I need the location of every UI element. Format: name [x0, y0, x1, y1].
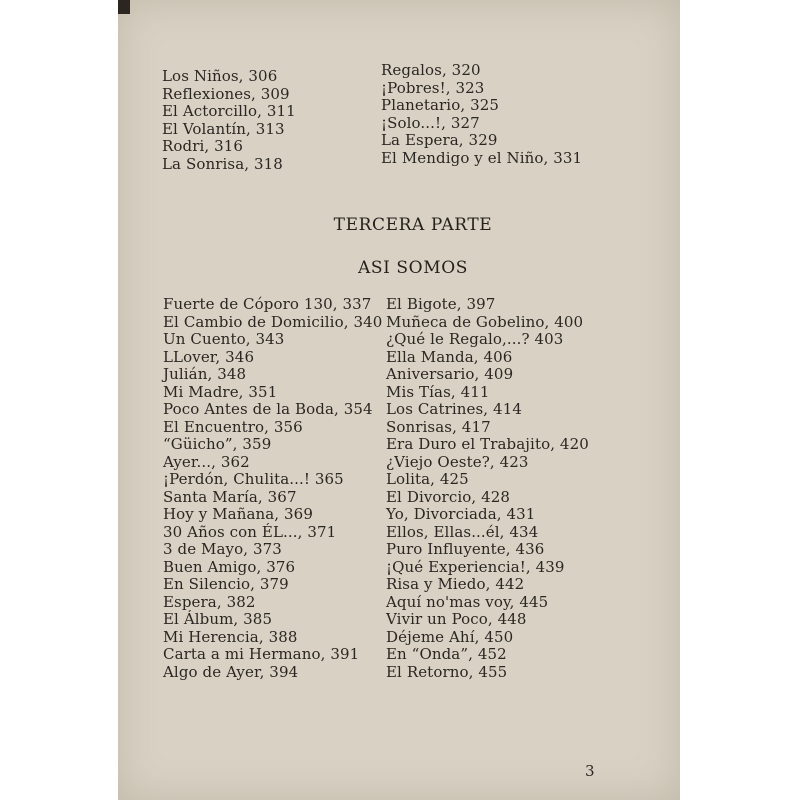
- toc-entry: Risa y Miedo, 442: [386, 575, 525, 593]
- page-edge-shadow: [118, 0, 130, 14]
- toc-entry: 30 Años con ÉL..., 371: [163, 522, 337, 541]
- toc-entry: Mis Tías, 411: [386, 382, 490, 401]
- toc-entry: El Mendigo y el Niño, 331: [381, 148, 583, 167]
- toc-entry: Mi Herencia, 388: [163, 627, 298, 646]
- toc-column-second-left: [163, 296, 382, 681]
- toc-entry: Ayer..., 362: [163, 452, 250, 471]
- toc-entry: Algo de Ayer, 394: [163, 662, 299, 681]
- toc-entry: Planetario, 325: [381, 96, 500, 115]
- toc-entry: ¡Qué Experiencia!, 439: [386, 557, 565, 576]
- toc-entry: Los Catrines, 414: [386, 400, 522, 418]
- toc-entry: ¿Viejo Oeste?, 423: [386, 452, 529, 471]
- toc-entry: Era Duro el Trabajito, 420: [386, 435, 589, 453]
- page-number: 3: [585, 762, 595, 780]
- toc-entry: Julián, 348: [163, 365, 247, 383]
- toc-entry: “Güicho”, 359: [163, 435, 272, 453]
- toc-entry: El Divorcio, 428: [386, 487, 511, 506]
- toc-entry: Aniversario, 409: [386, 365, 514, 383]
- toc-entry: ¡Solo...!, 327: [381, 113, 480, 132]
- toc-entry: Mi Madre, 351: [163, 382, 278, 401]
- toc-entry: Vivir un Poco, 448: [386, 610, 527, 628]
- toc-entry: En “Onda”, 452: [386, 645, 507, 663]
- toc-entry: El Bigote, 397: [386, 295, 496, 313]
- toc-entry: Buen Amigo, 376: [163, 557, 296, 576]
- toc-column-first-right: [381, 62, 582, 168]
- toc-entry: En Silencio, 379: [163, 575, 289, 593]
- toc-entry: Santa María, 367: [163, 487, 297, 506]
- toc-entry: LLover, 346: [163, 347, 255, 366]
- toc-column-first-left: [162, 68, 296, 174]
- toc-entry: La Espera, 329: [381, 131, 498, 150]
- toc-entry: Regalos, 320: [381, 61, 481, 79]
- toc-entry: 3 de Mayo, 373: [163, 540, 282, 558]
- section-heading: ASI SOMOS: [357, 258, 468, 278]
- toc-column-second-right: [386, 296, 589, 681]
- toc-entry: El Volantín, 313: [162, 119, 285, 138]
- toc-entry: Ella Manda, 406: [386, 347, 513, 366]
- toc-entry: Rodri, 316: [162, 137, 244, 156]
- toc-entry: Aquí no'mas voy, 445: [386, 592, 549, 611]
- toc-entry: Muñeca de Gobelino, 400: [386, 312, 584, 331]
- part-heading: TERCERA PARTE: [333, 215, 493, 235]
- toc-entry: Lolita, 425: [386, 470, 469, 488]
- toc-entry: ¡Perdón, Chulita...! 365: [163, 470, 344, 488]
- toc-entry: El Álbum, 385: [163, 610, 273, 628]
- toc-entry: El Retorno, 455: [386, 662, 508, 681]
- toc-entry: Déjeme Ahí, 450: [386, 627, 514, 646]
- toc-entry: ¿Qué le Regalo,...? 403: [386, 330, 564, 348]
- toc-entry: Fuerte de Cóporo 130, 337: [163, 295, 372, 313]
- toc-entry: Reflexiones, 309: [162, 84, 290, 103]
- toc-entry: ¡Pobres!, 323: [381, 78, 485, 97]
- toc-entry: Puro Influyente, 436: [386, 540, 545, 558]
- toc-entry: Yo, Divorciada, 431: [386, 505, 536, 523]
- toc-entry: Sonrisas, 417: [386, 417, 491, 436]
- toc-entry: Carta a mi Hermano, 391: [163, 645, 360, 663]
- toc-entry: El Encuentro, 356: [163, 417, 303, 436]
- toc-entry: Los Niños, 306: [162, 67, 278, 85]
- toc-entry: La Sonrisa, 318: [162, 154, 283, 173]
- toc-entry: Un Cuento, 343: [163, 330, 285, 348]
- toc-entry: Poco Antes de la Boda, 354: [163, 400, 373, 418]
- toc-entry: Espera, 382: [163, 592, 256, 611]
- toc-entry: El Actorcillo, 311: [162, 102, 296, 121]
- toc-entry: Ellos, Ellas...él, 434: [386, 522, 539, 541]
- toc-entry: El Cambio de Domicilio, 340: [163, 312, 383, 331]
- toc-entry: Hoy y Mañana, 369: [163, 505, 313, 523]
